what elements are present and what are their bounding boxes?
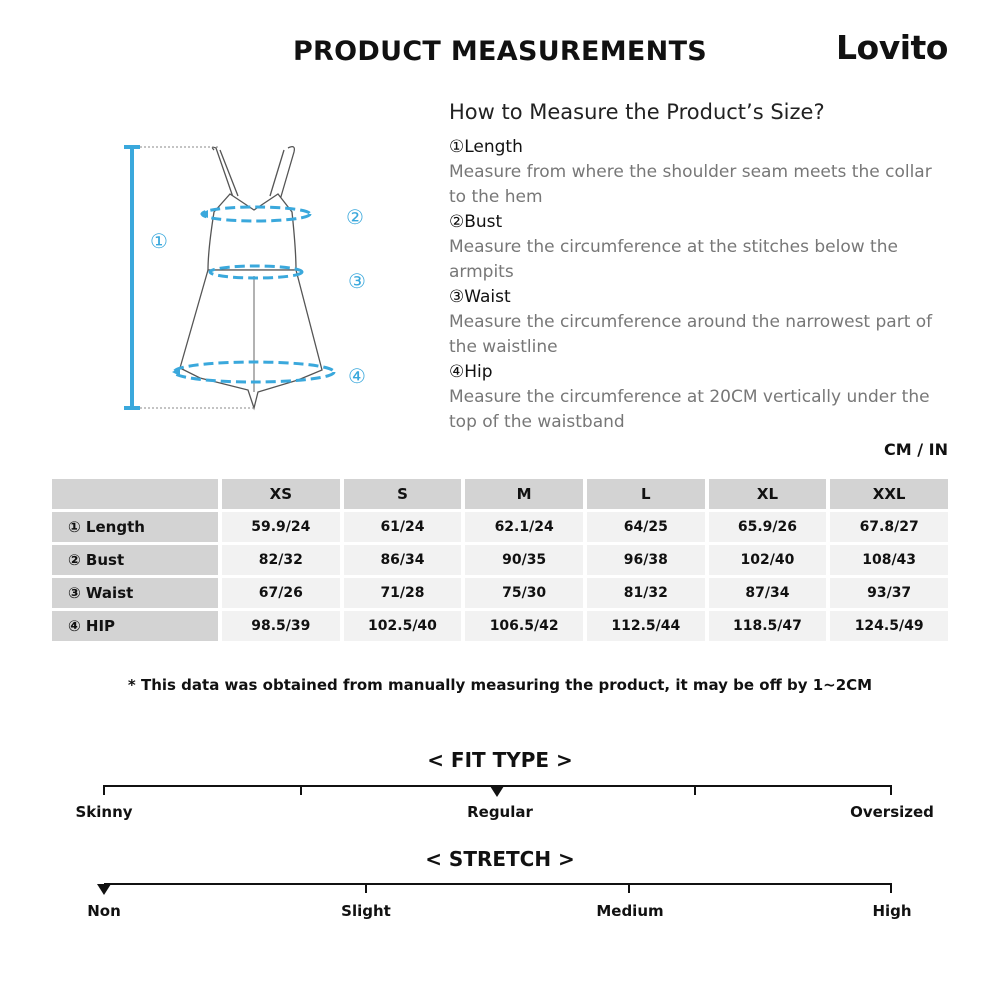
table-cell: 108/43 bbox=[830, 545, 948, 575]
fit-label-skinny: Skinny bbox=[75, 803, 133, 821]
bust-desc: Measure the circumference at the stitches below the armpits bbox=[449, 237, 898, 282]
size-table bbox=[48, 476, 952, 644]
stretch-tick bbox=[365, 883, 367, 893]
garment-diagram bbox=[110, 130, 390, 420]
header-corner bbox=[52, 479, 218, 509]
fit-type-marker-icon bbox=[490, 786, 504, 797]
fit-tick bbox=[890, 785, 892, 795]
stretch-label-high: High bbox=[872, 902, 912, 920]
table-header-row bbox=[52, 479, 948, 509]
table-cell: 65.9/26 bbox=[709, 512, 827, 542]
table-cell: 61/24 bbox=[344, 512, 462, 542]
row-label: ① Length bbox=[52, 512, 218, 542]
table-row bbox=[52, 578, 948, 608]
fit-label-regular: Regular bbox=[467, 803, 533, 821]
length-indicator bbox=[124, 147, 140, 408]
table-cell: 86/34 bbox=[344, 545, 462, 575]
table-cell: 93/37 bbox=[830, 578, 948, 608]
header-cell: L bbox=[587, 479, 705, 509]
hip-label: ④Hip bbox=[449, 362, 493, 382]
stretch-label-slight: Slight bbox=[341, 902, 391, 920]
table-cell: 102.5/40 bbox=[344, 611, 462, 641]
measurement-note: * This data was obtained from manually measuring the product, it may be off by 1~2CM bbox=[127, 676, 873, 694]
header-cell: M bbox=[465, 479, 583, 509]
header-cell: XL bbox=[709, 479, 827, 509]
table-row bbox=[52, 545, 948, 575]
table-cell: 62.1/24 bbox=[465, 512, 583, 542]
stretch-label-medium: Medium bbox=[596, 902, 664, 920]
fit-label-oversized: Oversized bbox=[850, 803, 934, 821]
table-cell: 98.5/39 bbox=[222, 611, 340, 641]
table-row bbox=[52, 611, 948, 641]
stretch-tick bbox=[890, 883, 892, 893]
unit-label: CM / IN bbox=[884, 440, 948, 459]
fit-tick bbox=[300, 785, 302, 795]
fit-tick bbox=[103, 785, 105, 795]
fit-type-title: < FIT TYPE > bbox=[427, 748, 573, 772]
table-cell: 67/26 bbox=[222, 578, 340, 608]
header-cell: XS bbox=[222, 479, 340, 509]
hip-desc: Measure the circumference at 20CM vertically under the top of the waistband bbox=[449, 387, 930, 432]
table-cell: 96/38 bbox=[587, 545, 705, 575]
marker-hip: ④ bbox=[348, 364, 366, 388]
table-cell: 81/32 bbox=[587, 578, 705, 608]
header-cell: XXL bbox=[830, 479, 948, 509]
table-row bbox=[52, 512, 948, 542]
table-cell: 59.9/24 bbox=[222, 512, 340, 542]
table-cell: 118.5/47 bbox=[709, 611, 827, 641]
length-label: ①Length bbox=[449, 137, 523, 157]
table-cell: 82/32 bbox=[222, 545, 340, 575]
table-cell: 124.5/49 bbox=[830, 611, 948, 641]
stretch-tick bbox=[628, 883, 630, 893]
marker-bust: ② bbox=[346, 205, 364, 229]
table-cell: 106.5/42 bbox=[465, 611, 583, 641]
stretch-scale bbox=[104, 883, 892, 885]
table-cell: 64/25 bbox=[587, 512, 705, 542]
table-cell: 67.8/27 bbox=[830, 512, 948, 542]
page-title: PRODUCT MEASUREMENTS bbox=[292, 36, 708, 67]
marker-length: ① bbox=[150, 229, 168, 253]
stretch-marker-icon bbox=[97, 884, 111, 895]
bust-label: ②Bust bbox=[449, 212, 503, 232]
row-label: ③ Waist bbox=[52, 578, 218, 608]
table-cell: 102/40 bbox=[709, 545, 827, 575]
table-cell: 75/30 bbox=[465, 578, 583, 608]
fit-tick bbox=[694, 785, 696, 795]
stretch-label-non: Non bbox=[87, 902, 121, 920]
waist-desc: Measure the circumference around the narrowest part of the waistline bbox=[449, 312, 933, 357]
table-cell: 90/35 bbox=[465, 545, 583, 575]
header-cell: S bbox=[344, 479, 462, 509]
brand-logo: Lovito bbox=[836, 28, 948, 67]
row-label: ④ HIP bbox=[52, 611, 218, 641]
table-cell: 112.5/44 bbox=[587, 611, 705, 641]
waist-label: ③Waist bbox=[449, 287, 511, 307]
row-label: ② Bust bbox=[52, 545, 218, 575]
length-desc: Measure from where the shoulder seam meets the collar to the hem bbox=[449, 162, 932, 207]
marker-waist: ③ bbox=[348, 269, 366, 293]
table-cell: 87/34 bbox=[709, 578, 827, 608]
table-cell: 71/28 bbox=[344, 578, 462, 608]
how-to-heading: How to Measure the Product’s Size? bbox=[449, 100, 825, 124]
stretch-title: < STRETCH > bbox=[425, 847, 575, 871]
